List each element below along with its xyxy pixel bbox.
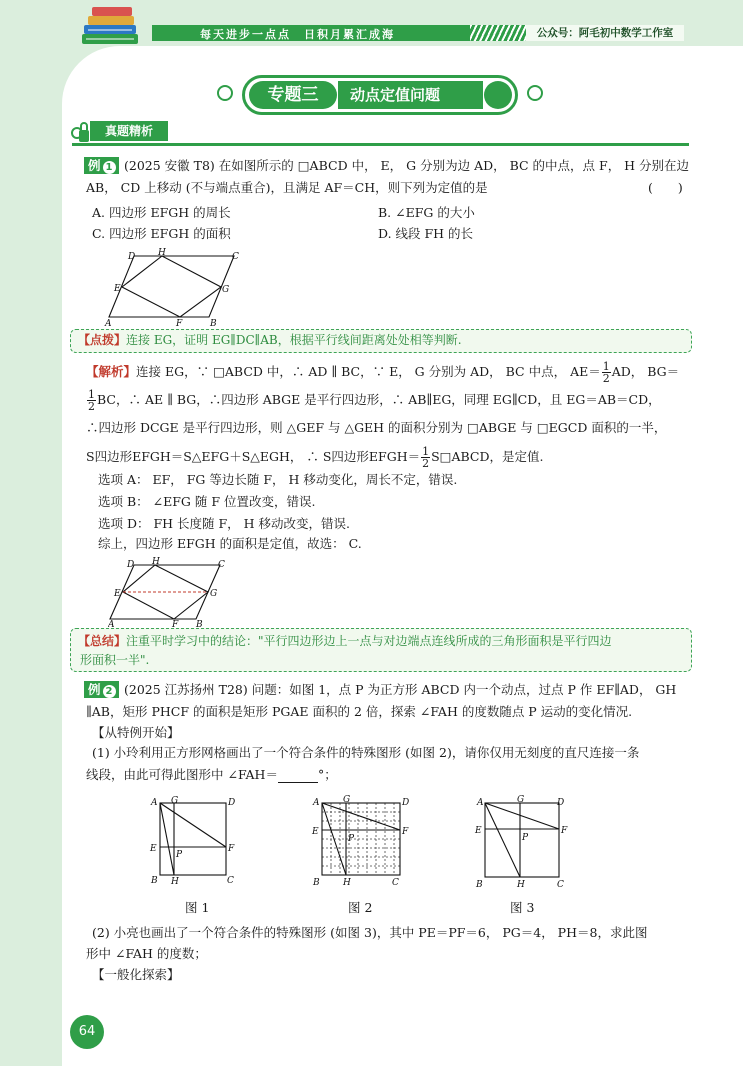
fig2-label-f: F <box>172 620 179 628</box>
fig5-label-h: H <box>517 880 525 890</box>
fig4-label-c: C <box>392 878 399 888</box>
fig1-label-d: D <box>128 252 136 262</box>
hint-text: 连接 EG，证明 EG∥DC∥AB，根据平行线间距离处处相等判断. <box>126 333 462 347</box>
fig5-label-p: P <box>522 833 529 843</box>
fig3-label-a: A <box>151 798 158 808</box>
fig2-label-g: G <box>210 589 218 599</box>
solution-line4a: S四边形EFGH＝S△EFG＋S△EGH， ∴ S四边形EFGH＝ <box>86 449 421 464</box>
fig5-label-b: B <box>476 880 483 890</box>
ex1-solution-figure <box>108 556 238 628</box>
section-label: 真题精析 <box>90 121 168 141</box>
lock-icon <box>70 120 92 144</box>
solution-line8: 综上，四边形 EFGH 的面积是定值，故选： C. <box>98 536 362 551</box>
ex2-q2-line1: (2) 小亮也画出了一个符合条件的特殊图形 (如图 3)，其中 PE＝PF＝6， PG＝4， PH＝8，求此图 <box>92 925 648 940</box>
ex1-answer-paren: ( ) <box>648 180 683 195</box>
header-wechat: 公众号：阿毛初中数学工作室 <box>526 25 684 41</box>
summary-text2: 形面积一半". <box>80 653 150 667</box>
ex1-option-c: C. 四边形 EFGH 的面积 <box>92 226 231 241</box>
solution-frac2 <box>87 389 96 412</box>
fig5-label-e: E <box>475 826 482 836</box>
fig4-label-g: G <box>343 795 351 805</box>
fig4-label-b: B <box>313 878 320 888</box>
frac1-num: 1 <box>602 360 610 373</box>
figure-2-caption: 图 2 <box>348 900 373 915</box>
fig5-label-g: G <box>517 795 525 805</box>
solution-line1b: AD， BG＝ <box>611 364 680 379</box>
fig3-label-e: E <box>150 844 157 854</box>
fig2-label-b: B <box>196 620 203 628</box>
books-logo-icon <box>76 4 146 50</box>
ex2-subhead-1: 【从特例开始】 <box>92 725 180 740</box>
solution-line4 <box>86 446 543 469</box>
ex2-figure-3 <box>474 793 574 891</box>
fig4-label-h: H <box>343 878 351 888</box>
fig2-label-a: A <box>108 620 115 628</box>
title-text: 动点定值问题 <box>338 81 483 109</box>
frac1-den: 2 <box>602 372 610 385</box>
summary-text1: 注重平时学习中的结论："平行四边形边上一点与对边端点连线所成的三角形面积是平行四边 <box>126 634 612 648</box>
fig1-label-f: F <box>176 319 183 327</box>
example-2-number: 2 <box>103 685 116 698</box>
fig4-label-d: D <box>402 798 410 808</box>
solution-frac1 <box>602 361 611 384</box>
fig3-label-h: H <box>171 877 179 887</box>
fig4-label-f: F <box>402 827 409 837</box>
summary-tag: 【总结】 <box>78 634 127 648</box>
fig3-label-d: D <box>228 798 236 808</box>
ex1-parallelogram-figure <box>104 247 254 327</box>
ex2-question-line2: ∥AB，矩形 PHCF 的面积是矩形 PGAE 面积的 2 倍，探索 ∠FAH 的度数随点 P 运动的变化情况. <box>86 704 633 719</box>
fig2-label-e: E <box>114 589 121 599</box>
hint-tag: 【点拨】 <box>78 333 127 347</box>
ex2-q2-line2: 形中 ∠FAH 的度数； <box>86 946 207 961</box>
fig5-label-d: D <box>557 798 565 808</box>
fig1-label-g: G <box>222 285 230 295</box>
solution-line7: 选项 D： FH 长度随 F， H 移动改变，错误. <box>98 516 350 531</box>
fig4-label-a: A <box>313 798 320 808</box>
fig3-label-b: B <box>151 876 158 886</box>
example-1-badge-text: 例 <box>88 158 101 173</box>
header-hatch <box>470 25 528 41</box>
ex1-option-d: D. 线段 FH 的长 <box>378 226 474 241</box>
page-number: 64 <box>70 1015 104 1049</box>
frac3-num: 1 <box>422 445 430 458</box>
ex2-q1-line2-text: 线段，由此可得此图形中 ∠FAH＝ <box>86 767 278 782</box>
title-ring-right <box>527 85 543 101</box>
fig4-label-p: P <box>348 834 355 844</box>
frac2-den: 2 <box>88 400 95 413</box>
example-2-badge <box>84 681 119 698</box>
fig1-label-h: H <box>158 248 166 258</box>
figure-1-caption: 图 1 <box>185 900 210 915</box>
ex1-option-a: A. 四边形 EFGH 的周长 <box>92 205 231 220</box>
fig1-label-a: A <box>105 319 112 327</box>
frac3-den: 2 <box>422 457 430 470</box>
fig1-label-c: C <box>232 252 239 262</box>
ex1-question-line1: (2025 安徽 T8) 在如图所示的 □ABCD 中， E， G 分别为边 AD， BC 的中点，点 F， H 分别在边 <box>124 158 690 173</box>
ex2-figure-1 <box>148 793 238 891</box>
title-dot <box>484 81 512 109</box>
ex2-q1-line1: (1) 小玲利用正方形网格画出了一个符合条件的特殊图形 (如图 2)，请你仅用无刻度的直尺连接一条 <box>92 745 640 760</box>
solution-line3: ∴四边形 DCGE 是平行四边形，则 △GEF 与 △GEH 的面积分别为 □ABGE 与 □EGCD 面积的一半， <box>86 420 667 435</box>
ex2-subhead-2: 【一般化探索】 <box>92 967 180 982</box>
fig5-label-a: A <box>477 798 484 808</box>
fig4-label-e: E <box>312 827 319 837</box>
fig2-label-d: D <box>127 560 135 570</box>
hint-line <box>78 332 462 348</box>
solution-frac3 <box>421 446 430 469</box>
summary-line1 <box>78 633 612 649</box>
fig2-label-h: H <box>152 557 160 567</box>
solution-line2 <box>86 389 661 412</box>
solution-line1a: 连接 EG，∵ □ABCD 中，∴ AD ∥ BC，∵ E， G 分别为 AD， BC 中点， AE＝ <box>136 364 601 379</box>
fig3-label-c: C <box>227 876 234 886</box>
ex2-q1-line2-unit: °； <box>317 767 337 782</box>
solution-line1 <box>86 361 679 384</box>
fig2-label-c: C <box>218 560 225 570</box>
ex1-option-b: B. ∠EFG 的大小 <box>378 205 475 220</box>
fig3-label-p: P <box>176 850 183 860</box>
fig5-label-c: C <box>557 880 564 890</box>
answer-blank[interactable] <box>278 770 318 783</box>
section-divider <box>72 143 689 146</box>
example-1-number: 1 <box>103 161 116 174</box>
fig1-label-e: E <box>114 284 121 294</box>
fig5-label-f: F <box>561 826 568 836</box>
ex2-figure-2-grid <box>310 793 410 891</box>
solution-line2a: BC，∴ AE ∥ BG，∴四边形 ABGE 是平行四边形，∴ AB∥EG，同理 EG∥CD，且 EG＝AB＝CD， <box>97 392 661 407</box>
example-2-badge-text: 例 <box>88 682 101 697</box>
example-1-badge <box>84 157 119 174</box>
ex2-question-line1: (2025 江苏扬州 T28) 问题：如图 1，点 P 为正方形 ABCD 内一个动点，过点 P 作 EF∥AD， GH <box>124 682 677 697</box>
header-motto: 每天进步一点点 日积月累汇成海 <box>200 28 395 41</box>
frac2-num: 1 <box>88 388 95 401</box>
fig3-label-f: F <box>228 844 235 854</box>
solution-line6: 选项 B： ∠EFG 随 F 位置改变，错误. <box>98 494 316 509</box>
fig3-label-g: G <box>171 796 179 806</box>
title-topic: 专题三 <box>249 81 337 109</box>
solution-tag: 【解析】 <box>86 364 137 379</box>
solution-line5: 选项 A： EF， FG 等边长随 F， H 移动变化，周长不定，错误. <box>98 472 458 487</box>
ex1-question-line2: AB， CD 上移动 (不与端点重合)，且满足 AF＝CH，则下列为定值的是 <box>86 180 488 195</box>
figure-3-caption: 图 3 <box>510 900 535 915</box>
summary-line2 <box>80 652 149 668</box>
title-ring-left <box>217 85 233 101</box>
fig1-label-b: B <box>210 319 217 327</box>
solution-line4b: S□ABCD，是定值. <box>431 449 544 464</box>
ex2-q1-line2 <box>86 767 337 783</box>
